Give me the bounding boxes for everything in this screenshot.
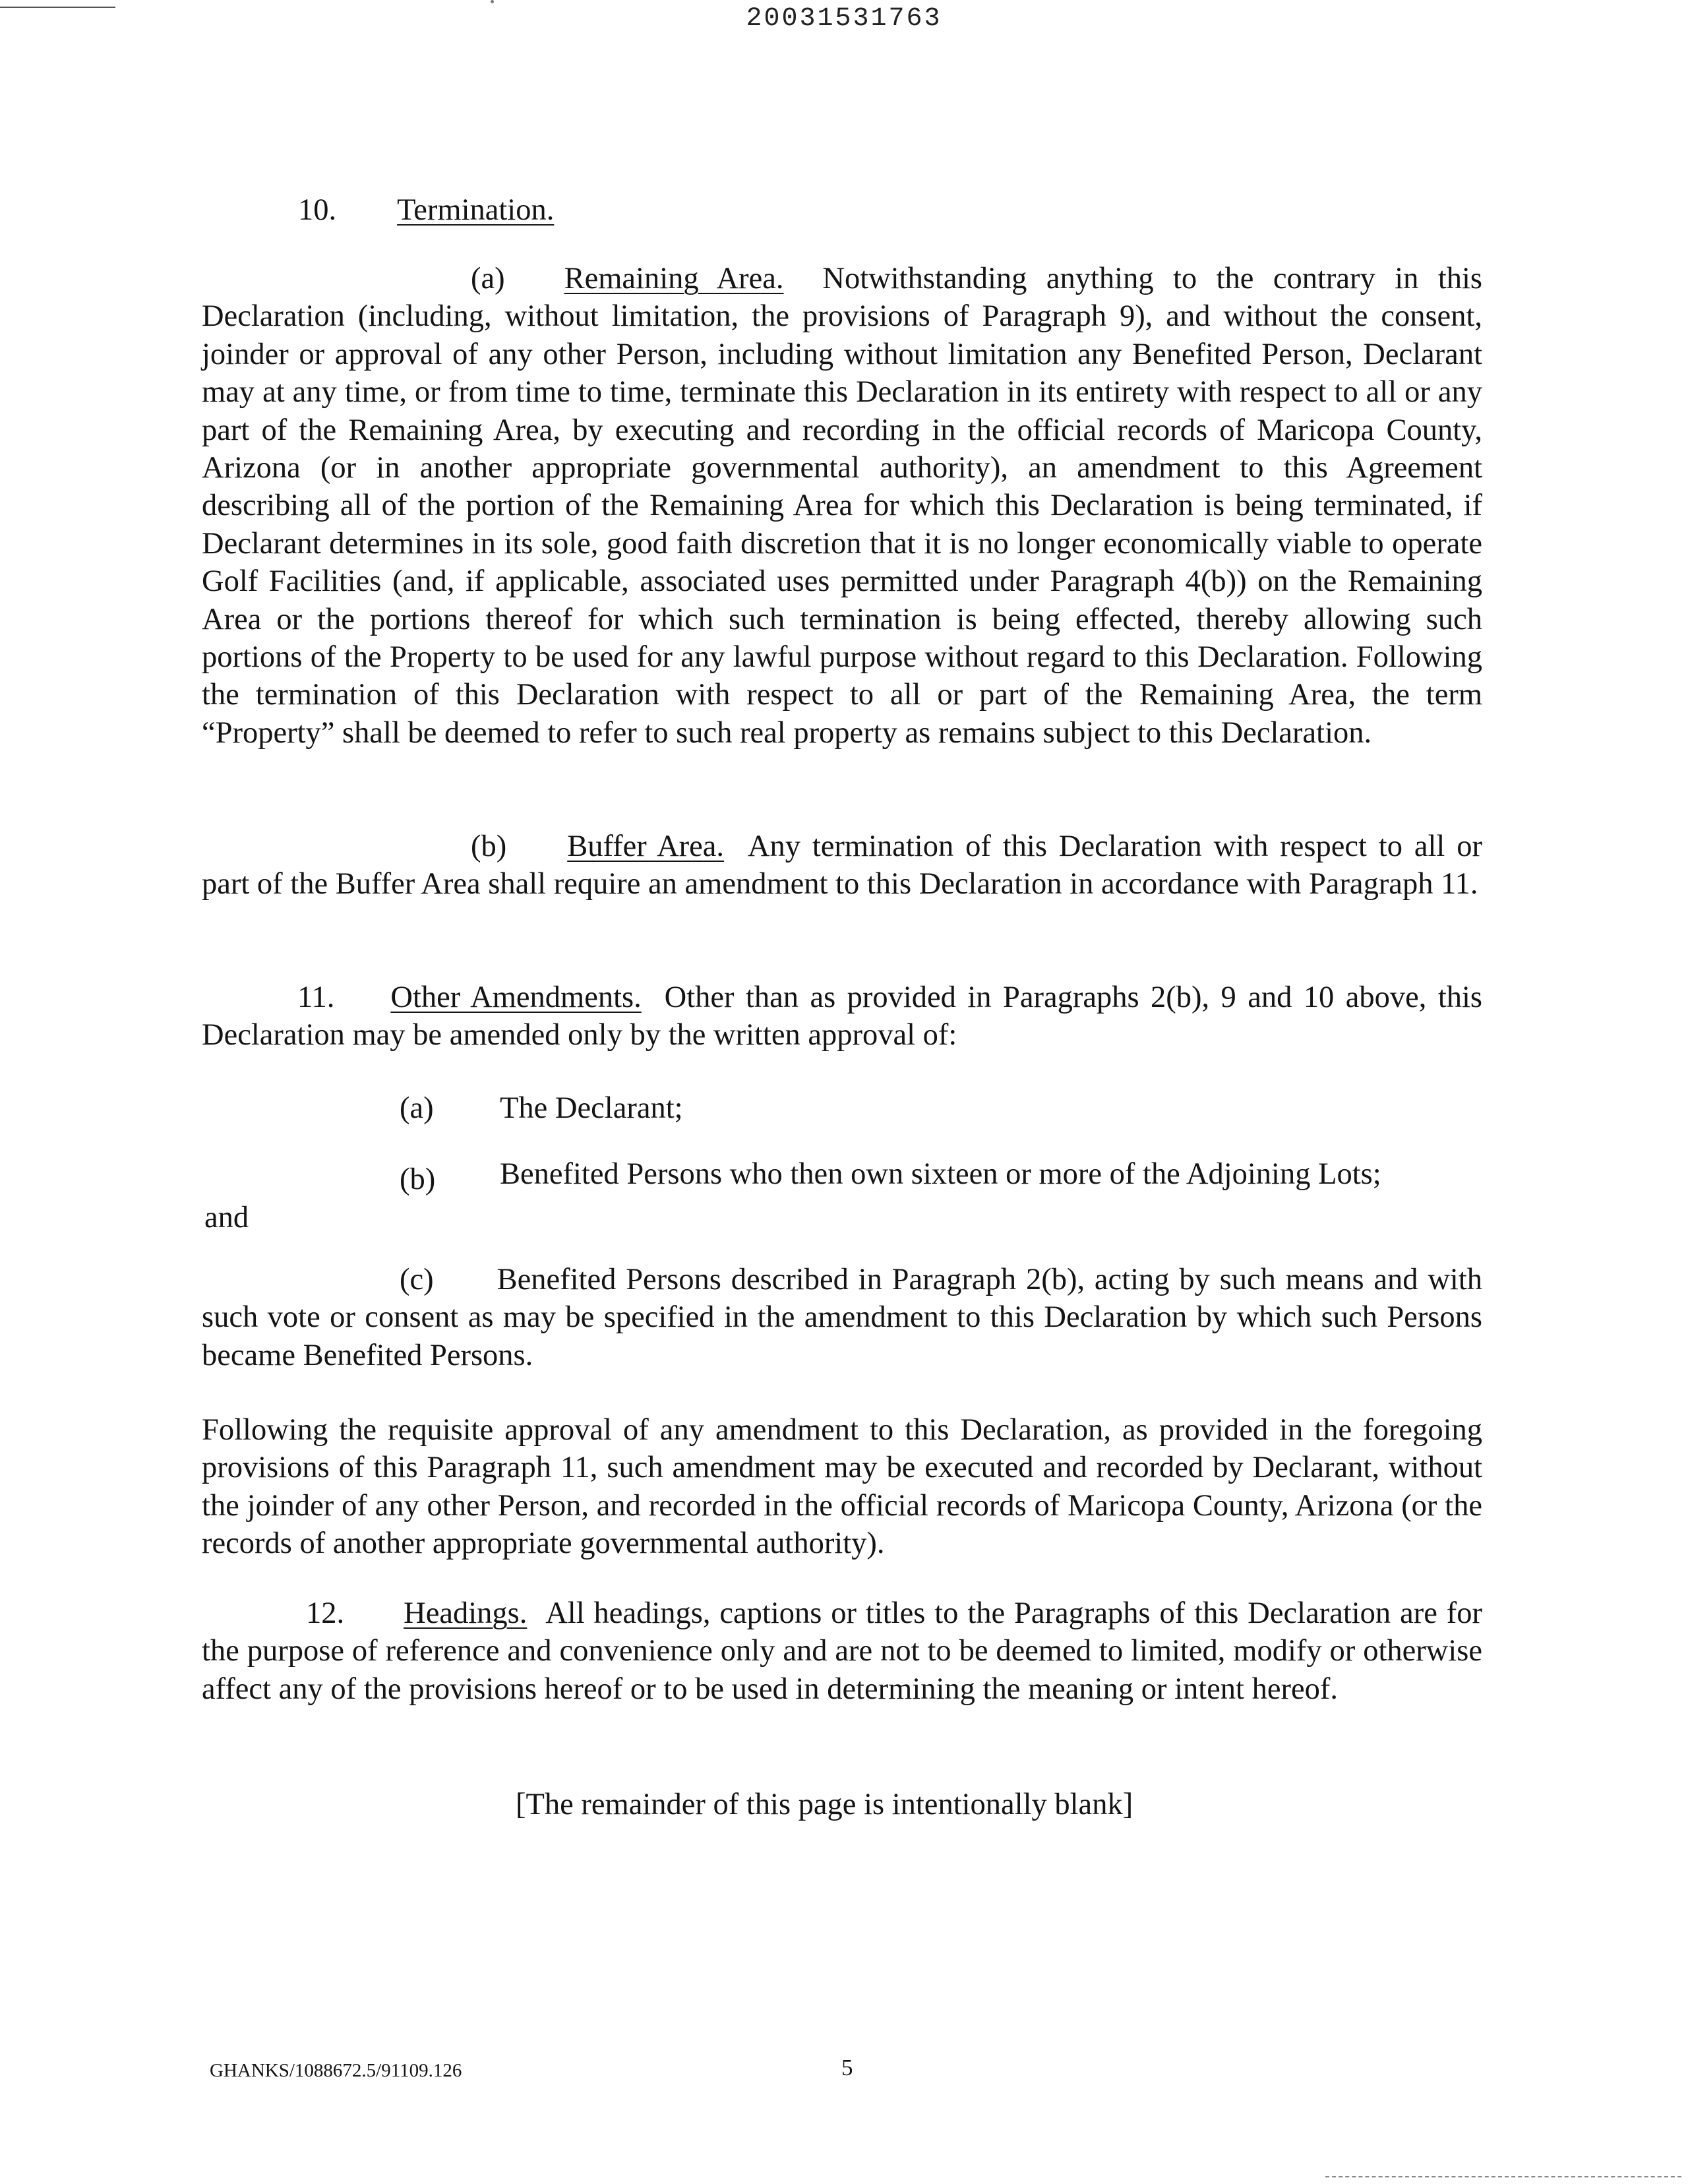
footer-document-code: GHANKS/1088672.5/91109.126 xyxy=(210,2060,462,2081)
paragraph-10a xyxy=(202,260,1482,752)
page-number: 5 xyxy=(841,2055,853,2080)
paragraph-11 xyxy=(202,979,1482,1054)
list-item-b-text: Benefited Persons who then own sixteen or more of the Adjoining Lots; xyxy=(500,1157,1381,1191)
section-title: Headings. xyxy=(404,1596,528,1630)
paragraph-text: Notwithstanding anything to the contrary in this Declaration (including, without limitation, the provisions of Paragraph 9), and without the consent, joinder or approval of any other Person, including without limitation any Benefited Person, Declarant may at any time, or from time to time, terminate this Declaration in its entirety with respect to all or any part of the Remaining Area, by executing and recording in the official records of Maricopa County, Arizona (or in another appropriate governmental authority), an amendment to this Agreement describing all of the portion of the Remaining Area for which this Declaration is being terminated, if Declarant determines in its sole, good faith discretion that it is no longer economically viable to operate Golf Facilities (and, if applicable, associated uses permitted under Paragraph 4(b)) on the Remaining Area or the portions thereof for which such termination is being effected, thereby allowing such portions of the Property to be used for any lawful purpose without regard to this Declaration. Following the termination of this Declaration with respect to all or part of the Remaining Area, the term “Property” shall be deemed to refer to such real property as remains subject to this Declaration. xyxy=(202,262,1483,750)
item-label: (c) xyxy=(400,1263,434,1296)
section-title: Termination. xyxy=(397,193,555,227)
list-item-c xyxy=(202,1261,1482,1374)
item-label: (a) xyxy=(400,1091,434,1125)
paragraph-following-approval: Following the requisite approval of any amendment to this Declaration, as provided in the foregoing provisions of this Paragraph 11, such amendment may be executed and recorded by Declarant, without the joinder of any other Person, and recorded in the official records of Maricopa County, Arizona (or the records of another appropriate governmental authority). xyxy=(202,1413,1482,1561)
subsection-title: Buffer Area. xyxy=(567,830,725,863)
subsection-label: (b) xyxy=(471,830,507,863)
section-number: 11. xyxy=(297,981,335,1014)
list-item-a-text: The Declarant; xyxy=(500,1091,683,1125)
section-number: 12. xyxy=(306,1596,345,1630)
section-title: Other Amendments. xyxy=(390,981,642,1014)
section-10-heading xyxy=(298,191,554,229)
item-label: (b) xyxy=(400,1163,436,1196)
paragraph-text: Any termination of this Declaration with respect to all or part of the Buffer Area shall require an amendment to this Declaration in accordance with Paragraph 11. xyxy=(202,830,1482,901)
paragraph-12 xyxy=(202,1594,1482,1708)
recording-number: 20031531763 xyxy=(746,4,942,34)
scan-artifact-speck xyxy=(491,0,494,3)
scan-artifact-footer-line xyxy=(1325,2176,1681,2177)
item-text: Benefited Persons described in Paragraph 2(b), acting by such means and with such vote or consent as may be specified in the amendment to this Declaration by which such Persons became Benefited Persons. xyxy=(202,1263,1482,1372)
paragraph-10b xyxy=(202,828,1482,903)
subsection-title: Remaining Area. xyxy=(564,262,784,295)
list-item-b xyxy=(400,1161,435,1198)
remainder-blank-note: [The remainder of this page is intentionally blank] xyxy=(516,1788,1133,1821)
list-item-a xyxy=(400,1089,434,1127)
subsection-label: (a) xyxy=(471,262,505,295)
paragraph-text: Other than as provided in Paragraphs 2(b), 9 and 10 above, this Declaration may be amended only by the written approval of: xyxy=(202,981,1483,1052)
list-item-b-continuation: and xyxy=(204,1201,249,1234)
paragraph-text: All headings, captions or titles to the Paragraphs of this Declaration are for the purpose of reference and convenience only and are not to be deemed to limited, modify or otherwise affect any of the provisions hereof or to be used in determining the meaning or intent hereof. xyxy=(202,1596,1482,1706)
section-number: 10. xyxy=(298,193,337,227)
